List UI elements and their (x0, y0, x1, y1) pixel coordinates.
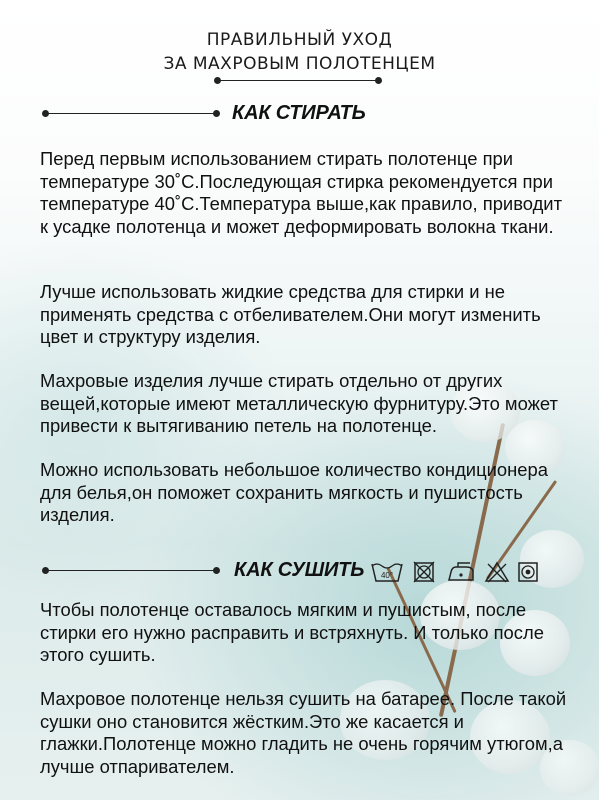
page-title (0, 28, 599, 76)
wash-40-icon (370, 560, 404, 584)
dry-rule-dot-left (42, 567, 49, 574)
wash-heading-rule (46, 113, 216, 114)
dry-heading: КАК СУШИТЬ (234, 559, 365, 581)
wash-paragraph-2: Лучше использовать жидкие средства для стирки и не применять средства с отбеливателем.Они могут изменить цвет и структуру изделия. (40, 281, 541, 347)
dry-rule-dot-right (213, 567, 220, 574)
dry-paragraph-1: Чтобы полотенце оставалось мягким и пушистым, после стирки его нужно расправить и встряхнуть. И только после этого сушить. (40, 599, 544, 665)
wash-paragraph-4: Можно использовать небольшое количество кондиционера для белья,он поможет сохранить мягкость и пушистость изделия. (40, 459, 548, 525)
dry-paragraph-2: Махровое полотенце нельзя сушить на батарее. После такой сушки оно становится жёстким.Это же касается и глажки.Полотенце можно гладить не очень горячим утюгом,а лучше отпаривателем. (40, 688, 567, 777)
title-line-1: ПРАВИЛЬНЫЙ УХОД (206, 30, 393, 50)
wash-paragraph-3: Махровые изделия лучше стирать отдельно от других вещей,которые имеют металлическую фурнитуру.Это может привести к вытягиванию петель на полотенце. (40, 370, 558, 436)
no-tumble-dry-icon (412, 560, 436, 584)
dry-clean-icon (516, 560, 540, 584)
wash-rule-dot-right (213, 110, 220, 117)
title-divider-dot-right (375, 77, 382, 84)
no-bleach-icon (484, 560, 510, 584)
wash-rule-dot-left (42, 110, 49, 117)
iron-low-icon (446, 560, 476, 584)
title-divider (218, 80, 378, 81)
wash-paragraph-1: Перед первым использованием стирать полотенце при температуре 30˚С.Последующая стирка рекомендуется при температуре 40˚С.Температура выше,как правило, приводит к усадке полотенца и может деформировать волокна ткани. (40, 148, 563, 237)
title-divider-dot-left (214, 77, 221, 84)
wash-temp-label: 40° (380, 571, 394, 580)
wash-heading: КАК СТИРАТЬ (232, 102, 366, 124)
dry-heading-rule (46, 570, 216, 571)
title-line-2: ЗА МАХРОВЫМ ПОЛОТЕНЦЕМ (163, 54, 436, 74)
